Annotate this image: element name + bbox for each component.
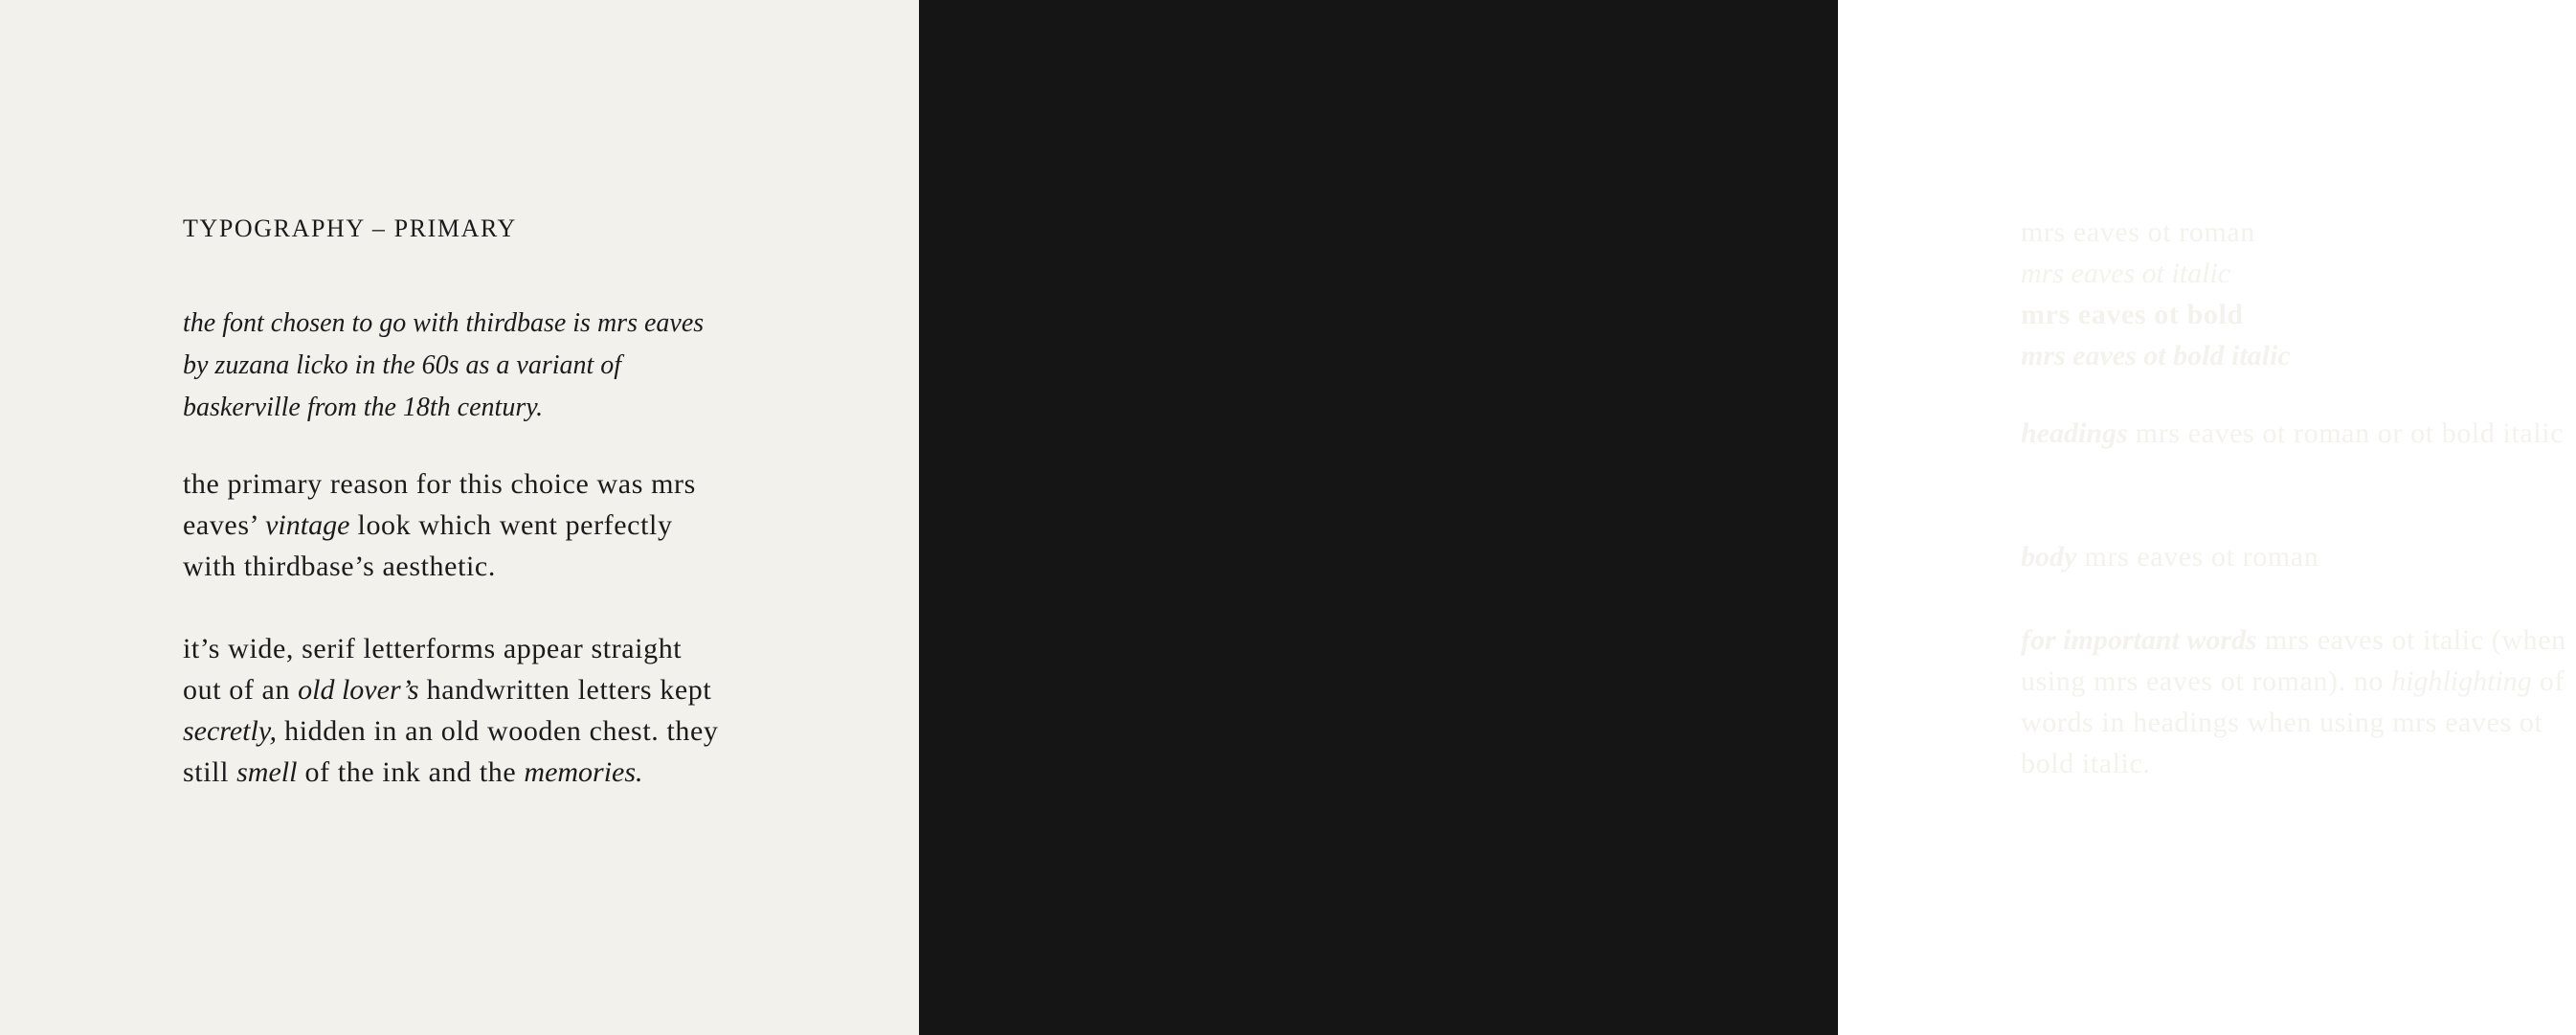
usage-body-label: body [2021, 541, 2077, 573]
left-panel [0, 0, 919, 1035]
para2-text-4: of the ink and the [297, 756, 525, 788]
usage-important-text-2: of words in headings when using mrs eaves ot bold italic. [2021, 665, 2565, 779]
font-variant-roman: mrs eaves ot roman [2021, 216, 2255, 248]
para1-text-1: the primary reason for this choice was mrs eaves’ [183, 468, 696, 541]
usage-important-words [2021, 619, 2576, 784]
section-title: TYPOGRAPHY – PRIMARY [183, 214, 517, 242]
para2-emphasis-old-lovers: old lover’s [298, 674, 419, 706]
intro-paragraph: the font chosen to go with thirdbase is mrs eaves by zuzana licko in the 60s as a variant of baskerville from the 18th century. [183, 308, 705, 422]
usage-headings-text: mrs eaves ot roman or ot bold italic [2127, 417, 2565, 449]
para1-text-2: look which went perfectly with thirdbase’s aesthetic. [183, 509, 673, 582]
usage-important-label: for important words [2021, 624, 2257, 656]
para2-text-2: handwritten letters kept [418, 674, 712, 706]
para2-emphasis-smell: smell [236, 756, 298, 788]
font-variants-list [2021, 212, 2291, 376]
usage-important-emphasis-highlighting: highlighting [2391, 665, 2532, 697]
usage-headings-label: headings [2021, 417, 2128, 449]
letterforms-paragraph [183, 628, 719, 793]
para2-text-3: hidden in an old wooden chest. they still [183, 715, 719, 788]
usage-headings [2021, 413, 2576, 454]
font-variant-bold: mrs eaves ot bold [2021, 299, 2244, 330]
para2-emphasis-memories: memories. [524, 756, 643, 788]
font-variant-bold-italic: mrs eaves ot bold italic [2021, 340, 2291, 371]
primary-reason-paragraph [183, 463, 719, 587]
para1-emphasis-vintage: vintage [265, 509, 350, 541]
usage-body [2021, 536, 2576, 577]
right-panel [919, 0, 2566, 1035]
font-variant-italic: mrs eaves ot italic [2021, 258, 2231, 289]
usage-body-text: mrs eaves ot roman [2076, 541, 2319, 573]
para2-text-1: it’s wide, serif letterforms appear straight out of an [183, 633, 683, 706]
usage-important-text-1: mrs eaves ot italic (when using mrs eaves ot roman). no [2021, 624, 2566, 697]
para2-emphasis-secretly: secretly, [183, 715, 278, 747]
